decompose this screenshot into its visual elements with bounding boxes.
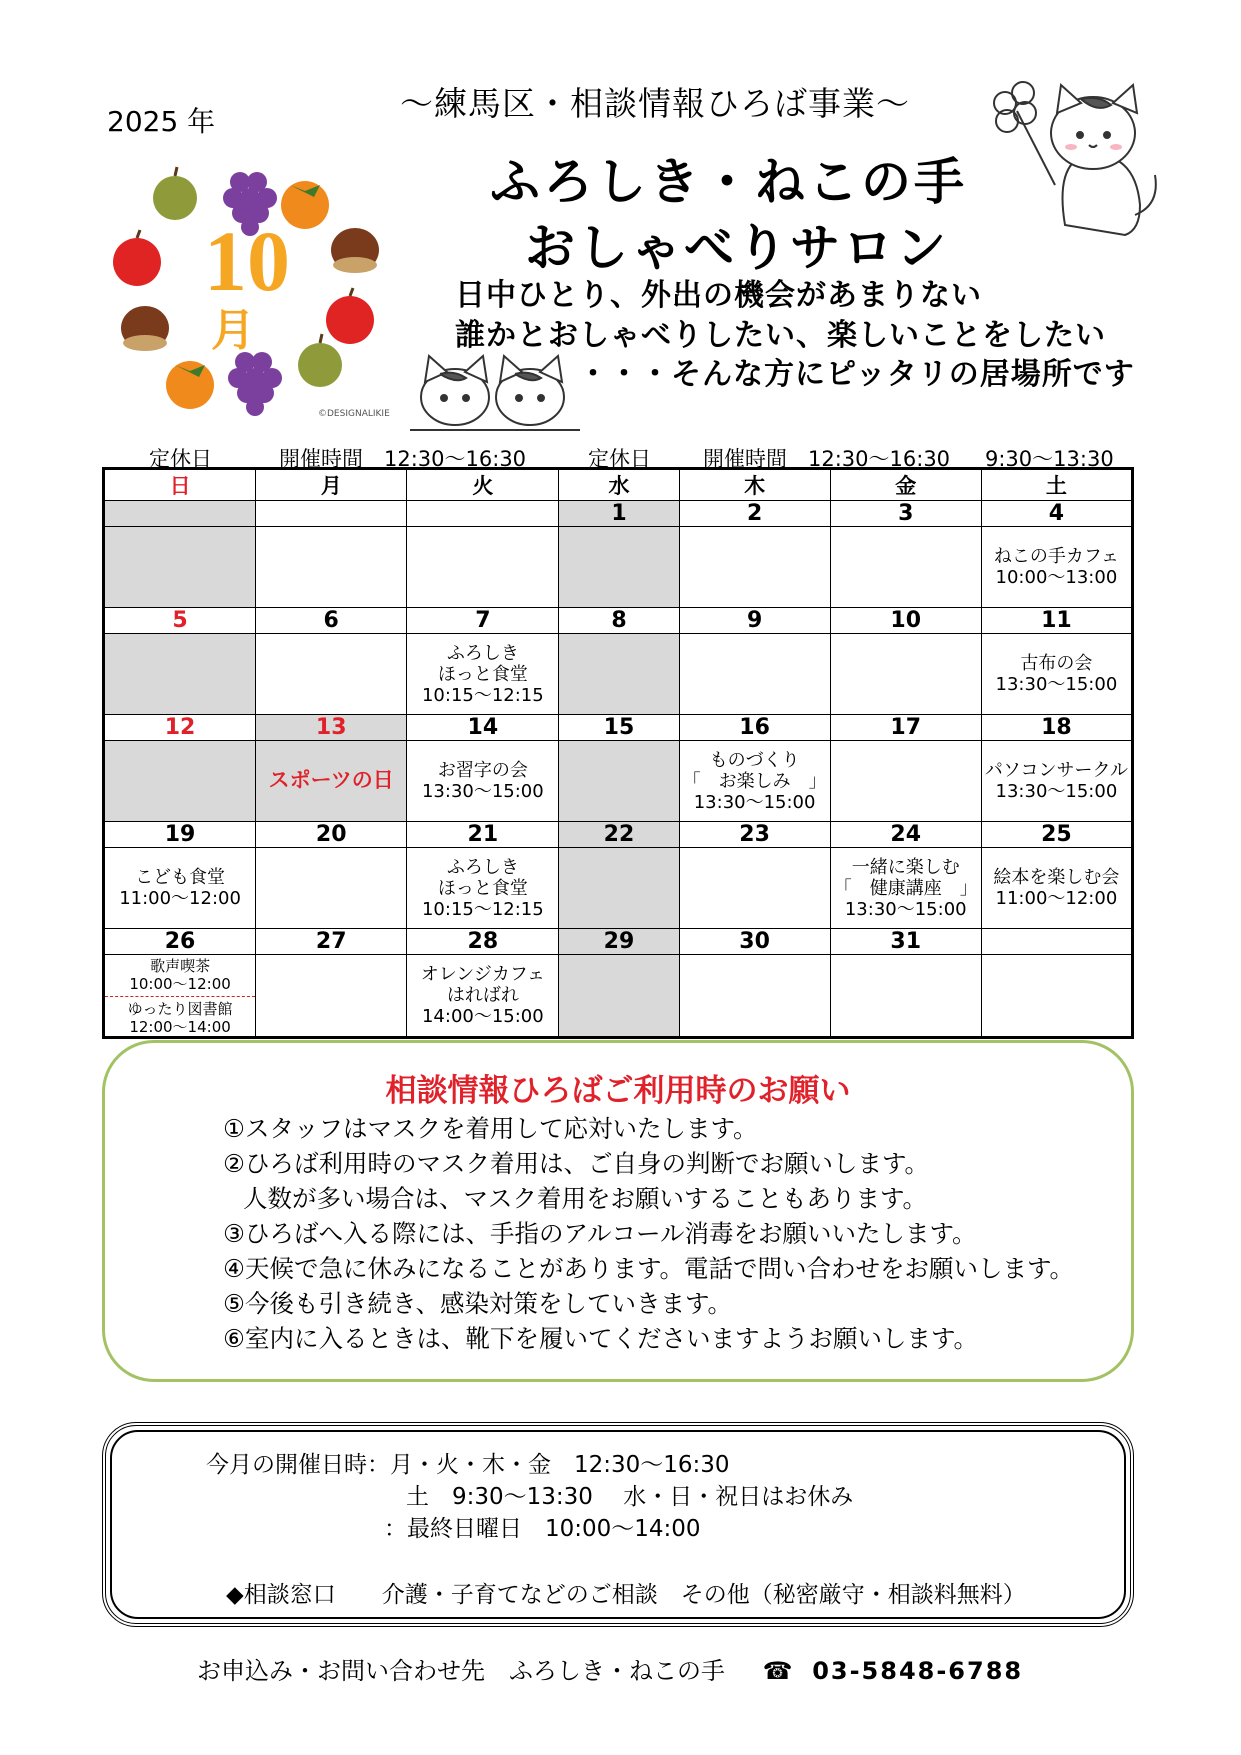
schedule-info-box bbox=[102, 1422, 1134, 1627]
day-cell: 13 bbox=[256, 715, 407, 741]
event-cell: ふろしき ほっと食堂 10:15～12:15 bbox=[407, 848, 559, 929]
day-cell: 25 bbox=[981, 822, 1132, 848]
event-cell bbox=[256, 741, 407, 822]
week1-events bbox=[104, 527, 1133, 608]
week4-events bbox=[104, 848, 1133, 929]
day-cell: 5 bbox=[104, 608, 256, 634]
day-cell bbox=[256, 501, 407, 527]
year-label: 2025 年 bbox=[107, 105, 216, 138]
event-cell bbox=[559, 527, 679, 608]
notice-box bbox=[102, 1040, 1134, 1382]
event-cell bbox=[256, 955, 407, 1038]
day-cell: 7 bbox=[407, 608, 559, 634]
day-cell: 18 bbox=[981, 715, 1132, 741]
schedule-line2: 土 9:30～13:30 水・日・祝日はお休み bbox=[406, 1484, 854, 1510]
event-cell bbox=[830, 741, 981, 822]
grapes-icon bbox=[228, 352, 282, 416]
event-cell bbox=[104, 955, 256, 1038]
label-closed-wed: 定休日 bbox=[588, 447, 651, 471]
event-cell bbox=[104, 741, 256, 822]
weekday-thu: 木 bbox=[679, 469, 830, 501]
day-cell: 6 bbox=[256, 608, 407, 634]
description-line1: 日中ひとり、外出の機会があまりない bbox=[455, 278, 982, 313]
event-cell bbox=[679, 634, 830, 715]
subtitle: ～練馬区・相談情報ひろば事業～ bbox=[400, 84, 910, 123]
weekday-tue: 火 bbox=[407, 469, 559, 501]
clover-icon bbox=[994, 82, 1055, 185]
footer-contact bbox=[197, 1651, 1023, 1686]
week2-dates bbox=[104, 608, 1133, 634]
day-cell: 11 bbox=[981, 608, 1132, 634]
event-cell bbox=[830, 527, 981, 608]
event-cell bbox=[256, 848, 407, 929]
event-cell bbox=[104, 634, 256, 715]
event-cell: ねこの手カフェ 10:00～13:00 bbox=[981, 527, 1132, 608]
day-cell: 17 bbox=[830, 715, 981, 741]
persimmon-icon bbox=[166, 361, 214, 409]
day-cell: 4 bbox=[981, 501, 1132, 527]
apple-icon bbox=[326, 288, 374, 344]
description-line3: ・・・そんな方にピッタリの居場所です bbox=[578, 357, 1135, 392]
event-library: ゆったり図書館 12:00～14:00 bbox=[105, 996, 255, 1036]
event-cell bbox=[559, 848, 679, 929]
week5-dates bbox=[104, 929, 1133, 955]
event-cell bbox=[830, 634, 981, 715]
event-cell bbox=[679, 955, 830, 1038]
notice-title: 相談情報ひろばご利用時のお願い bbox=[385, 1073, 851, 1109]
notice-item: ②ひろば利用時のマスク着用は、ご自身の判断でお願いします。 bbox=[223, 1149, 930, 1178]
cat-icon bbox=[1051, 85, 1156, 235]
notice-item: ③ひろばへ入る際には、手指のアルコール消毒をお願いいたします。 bbox=[223, 1219, 977, 1248]
weekday-header-row bbox=[104, 469, 1133, 501]
notice-item: ⑤今後も引き続き、感染対策をしていきます。 bbox=[223, 1289, 733, 1318]
cat-with-clover-illustration bbox=[985, 75, 1160, 255]
day-cell: 27 bbox=[256, 929, 407, 955]
fruit-wreath-illustration bbox=[105, 150, 390, 430]
day-cell: 21 bbox=[407, 822, 559, 848]
weekday-fri: 金 bbox=[830, 469, 981, 501]
weekday-mon: 月 bbox=[256, 469, 407, 501]
day-cell bbox=[104, 501, 256, 527]
weekday-wed: 水 bbox=[559, 469, 679, 501]
week3-events bbox=[104, 741, 1133, 822]
cat-icon bbox=[496, 356, 564, 425]
notice-item: 人数が多い場合は、マスク着用をお願いすることもあります。 bbox=[243, 1184, 928, 1213]
day-cell: 31 bbox=[830, 929, 981, 955]
day-cell: 19 bbox=[104, 822, 256, 848]
event-cell: ふろしき ほっと食堂 10:15～12:15 bbox=[407, 634, 559, 715]
day-cell: 29 bbox=[559, 929, 679, 955]
day-cell: 12 bbox=[104, 715, 256, 741]
notice-item: ⑥室内に入るときは、靴下を履いてくださいますようお願いします。 bbox=[223, 1324, 979, 1353]
event-cell: 絵本を楽しむ会 11:00～12:00 bbox=[981, 848, 1132, 929]
event-cell bbox=[679, 848, 830, 929]
description-line2: 誰かとおしゃべりしたい、楽しいことをしたい bbox=[455, 318, 1106, 353]
label-hours-thu-fri: 開催時間 12:30～16:30 bbox=[703, 447, 951, 471]
label-closed-sun: 定休日 bbox=[149, 447, 212, 471]
day-cell: 26 bbox=[104, 929, 256, 955]
week1-dates bbox=[104, 501, 1133, 527]
apple-icon bbox=[113, 230, 161, 286]
notice-item: ①スタッフはマスクを着用して応対いたします。 bbox=[223, 1114, 758, 1143]
title-line1: ふろしき・ねこの手 bbox=[490, 153, 967, 211]
event-cell bbox=[559, 634, 679, 715]
week4-dates bbox=[104, 822, 1133, 848]
day-cell: 14 bbox=[407, 715, 559, 741]
schedule-line3: ：最終日曜日 10:00～14:00 bbox=[384, 1516, 701, 1542]
event-cell bbox=[256, 634, 407, 715]
month-kanji: 月 bbox=[211, 305, 255, 356]
day-cell: 16 bbox=[679, 715, 830, 741]
event-cell bbox=[559, 955, 679, 1038]
day-cell: 9 bbox=[679, 608, 830, 634]
notice-list bbox=[223, 1111, 1074, 1356]
illustration-credit: ©DESIGNALIKIE bbox=[318, 409, 390, 419]
event-cell bbox=[256, 527, 407, 608]
label-hours-sat: 9:30～13:30 bbox=[985, 447, 1114, 471]
pear-icon bbox=[298, 334, 342, 387]
event-cell: こども食堂 11:00～12:00 bbox=[104, 848, 256, 929]
chestnut-icon bbox=[121, 306, 169, 351]
day-cell: 30 bbox=[679, 929, 830, 955]
event-cell bbox=[830, 955, 981, 1038]
pear-icon bbox=[153, 167, 197, 220]
day-cell: 1 bbox=[559, 501, 679, 527]
event-cell bbox=[981, 955, 1132, 1038]
day-cell: 8 bbox=[559, 608, 679, 634]
day-cell bbox=[981, 929, 1132, 955]
event-cell: パソコンサークル 13:30～15:00 bbox=[981, 741, 1132, 822]
phone-number: 03-5848-6788 bbox=[812, 1657, 1024, 1685]
weekday-sun: 日 bbox=[104, 469, 256, 501]
event-cell: オレンジカフェ はればれ 14:00～15:00 bbox=[407, 955, 559, 1038]
day-cell: 20 bbox=[256, 822, 407, 848]
notice-item: ④天候で急に休みになることがあります。電話で問い合わせをお願いします。 bbox=[223, 1254, 1075, 1283]
title-line2: おしゃべりサロン bbox=[525, 219, 949, 277]
month-number: 10 bbox=[204, 213, 290, 309]
consultation-line: ◆相談窓口 介護・子育てなどのご相談 その他（秘密厳守・相談料無料） bbox=[226, 1582, 1026, 1608]
holiday-label: スポーツの日 bbox=[268, 768, 394, 792]
event-cell: 一緒に楽しむ 「 健康講座 」 13:30～15:00 bbox=[830, 848, 981, 929]
event-cell: お習字の会 13:30～15:00 bbox=[407, 741, 559, 822]
weekday-sat: 土 bbox=[981, 469, 1132, 501]
day-cell: 28 bbox=[407, 929, 559, 955]
day-cell: 10 bbox=[830, 608, 981, 634]
event-cell bbox=[559, 741, 679, 822]
event-cell bbox=[407, 527, 559, 608]
event-cell: 古布の会 13:30～15:00 bbox=[981, 634, 1132, 715]
two-cats-illustration bbox=[410, 352, 580, 432]
day-cell bbox=[407, 501, 559, 527]
event-singing-cafe: 歌声喫茶 10:00～12:00 bbox=[129, 957, 231, 993]
event-cell bbox=[679, 527, 830, 608]
day-cell: 23 bbox=[679, 822, 830, 848]
calendar-table bbox=[102, 467, 1134, 1039]
contact-label: お申込み・お問い合わせ先 ふろしき・ねこの手 bbox=[197, 1657, 725, 1685]
label-hours-mon-tue: 開催時間 12:30～16:30 bbox=[279, 447, 527, 471]
day-cell: 15 bbox=[559, 715, 679, 741]
week5-events bbox=[104, 955, 1133, 1038]
day-cell: 22 bbox=[559, 822, 679, 848]
day-cell: 2 bbox=[679, 501, 830, 527]
week2-events bbox=[104, 634, 1133, 715]
day-cell: 24 bbox=[830, 822, 981, 848]
phone-icon: ☎ bbox=[762, 1657, 793, 1685]
chestnut-icon bbox=[331, 228, 379, 273]
week3-dates bbox=[104, 715, 1133, 741]
schedule-line1: 今月の開催日時：月・火・木・金 12:30～16:30 bbox=[206, 1452, 730, 1478]
day-cell: 3 bbox=[830, 501, 981, 527]
event-cell: ものづくり 「 お楽しみ 」 13:30～15:00 bbox=[679, 741, 830, 822]
event-cell bbox=[104, 527, 256, 608]
